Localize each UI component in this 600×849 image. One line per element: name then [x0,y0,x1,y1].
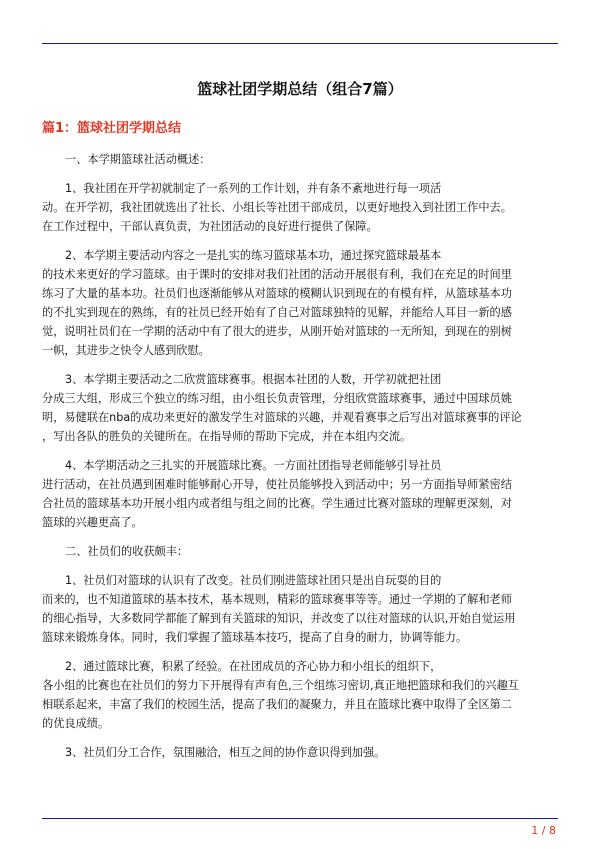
paragraph-line: 3、社员们分工合作，氛围融洽，相互之间的协作意识得到加强。 [65,746,386,759]
paragraph-line: 进行活动，在社员遇到困难时能够耐心开导，使社员能够投入到活动中；另一方面指导师紧密结 [42,478,512,491]
paragraph [42,743,558,762]
paragraph-line: 的细心指导，大多数同学都能了解到有关篮球的知识，并改变了以往对篮球的认识,开始自觉运用 [42,612,516,625]
document-body [42,150,558,772]
paragraph-line: 练习了大量的基本功。社员们也逐渐能够从对篮球的模糊认识到现在的有模有样，从篮球基本功 [42,287,512,300]
document-title: 篮球社团学期总结（组合7篇） [197,80,403,98]
paragraph-line: ，写出各队的胜负的关键所在。在指导师的帮助下完成，并在本组内交流。 [42,430,412,443]
paragraph-line: 2、通过篮球比赛，积累了经验。在社团成员的齐心协力和小组长的组织下， [65,660,442,673]
paragraph [42,179,558,236]
paragraph [42,542,558,561]
paragraph-line: 合社员的篮球基本功开展小组内或者组与组之间的比赛。学生通过比赛对篮球的理解更深刻，对 [42,497,512,510]
paragraph-line: 明，易健联在nba的成功来更好的激发学生对篮球的兴趣，并观看赛事之后写出对篮球赛事的评论 [42,411,522,424]
paragraph [42,571,558,647]
paragraph-line: 2、本学期主要活动内容之一是扎实的练习篮球基本功，通过探究篮球最基本 [65,249,442,262]
top-rule [42,43,558,44]
paragraph-line: 4、本学期活动之三扎实的开展篮球比赛。一方面社团指导老师能够引导社员 [65,459,442,472]
paragraph [42,246,558,360]
paragraph-line: 篮球来锻炼身体。同时，我们掌握了篮球基本技巧，提高了自身的耐力，协调等能力。 [42,631,468,644]
paragraph-line: 一、本学期篮球社活动概述： [65,153,211,166]
paragraph-line: 在工作过程中，干部认真负责，为社团活动的良好进行提供了保障。 [42,220,378,233]
bottom-rule [42,818,558,819]
paragraph-line: 的优良成绩。 [42,717,110,730]
paragraph-line: 而来的，也不知道篮球的基本技术，基本规则，精彩的篮球赛事等等。通过一学期的了解和老师 [42,593,512,606]
paragraph-line: 觉，说明社员们在一学期的活动中有了很大的进步，从刚开始对篮球的一无所知，到现在的别树 [42,325,512,338]
paragraph-line: 篮球的兴趣更高了。 [42,516,143,529]
paragraph [42,657,558,733]
paragraph-line: 1、社员们对篮球的认识有了改变。社员们刚进篮球社团只是出自玩耍的目的 [65,574,442,587]
paragraph-line: 3、本学期主要活动之二欣赏篮球赛事。根据本社团的人数，开学初就把社团 [65,373,442,386]
paragraph-line: 各小组的比赛也在社员们的努力下开展得有声有色,三个组练习密切,真正地把篮球和我们的兴趣互 [42,679,519,692]
paragraph-line: 动。在开学初，我社团就选出了社长、小组长等社团干部成员，以更好地投入到社团工作中去。 [42,201,512,214]
paragraph [42,456,558,532]
paragraph-line: 的技术来更好的学习篮球。由于课时的安排对我们社团的活动开展很有利，我们在充足的时间里 [42,268,512,281]
section-heading: 篇1：篮球社团学期总结 [42,121,182,136]
paragraph-line: 一帜，其进步之快令人感到欣慰。 [42,344,210,357]
paragraph [42,370,558,446]
paragraph-line: 的不扎实到现在的熟练，有的社员已经开始有了自己对篮球独特的见解，并能给人耳目一新的感 [42,306,512,319]
paragraph-line: 相联系起来，丰富了我们的校园生活，提高了我们的凝聚力，并且在篮球比赛中取得了全区第二 [42,698,512,711]
paragraph-line: 分成三大组，形成三个独立的练习组，由小组长负责管理，分组欣赏篮球赛事，通过中国球员姚 [42,392,512,405]
paragraph-line: 二、社员们的收获颇丰： [65,545,189,558]
paragraph-line: 1、我社团在开学初就制定了一系列的工作计划，并有条不紊地进行每一项活 [65,182,442,195]
page-number: 1 / 8 [531,824,556,837]
paragraph [42,150,558,169]
